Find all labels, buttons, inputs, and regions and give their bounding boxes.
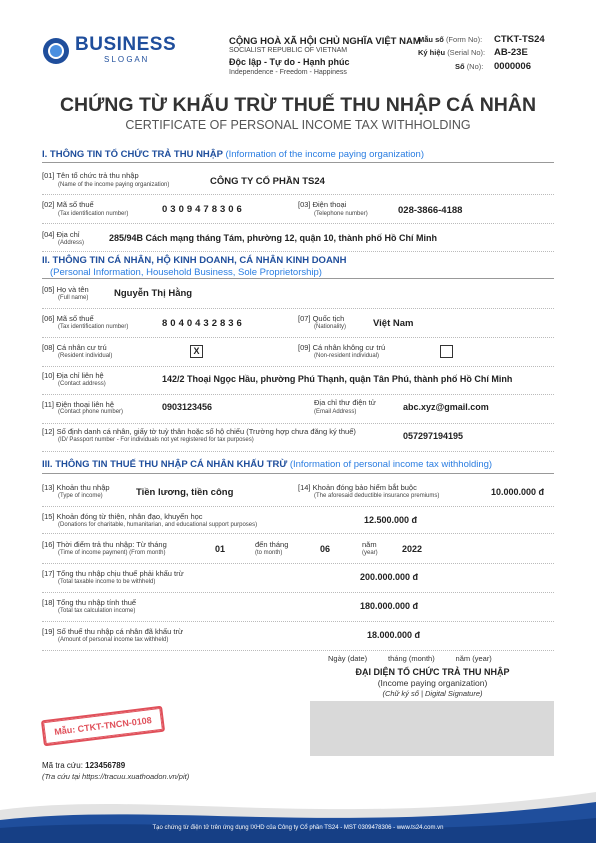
number-value: 0000006 xyxy=(494,61,531,72)
lookup-code: 123456789 xyxy=(85,761,126,770)
field-10-row xyxy=(42,368,554,395)
field-16-label: [16] Thời điểm trả thu nhập: Từ tháng xyxy=(42,540,167,549)
field-02-label: [02] Mã số thuế xyxy=(42,200,94,209)
section-3-title-vn: III. THÔNG TIN THUẾ THU NHẬP CÁ NHÂN KHẤU TRỪ xyxy=(42,459,288,470)
signature-rep-vn: ĐẠI DIỆN TỔ CHỨC TRẢ THU NHẬP xyxy=(355,667,510,677)
lookup-url-note: (Tra cứu tại https://tracuu.xuathoadon.vn/pit) xyxy=(42,772,190,781)
signature-rep-en: (Income paying organization) xyxy=(377,678,488,688)
field-17-label: [17] Tổng thu nhập chịu thuế phải khấu trừ xyxy=(42,569,184,578)
form-no-label-en: (Form No): xyxy=(445,35,483,44)
field-18-label: [18] Tổng thu nhập tính thuế xyxy=(42,598,137,607)
resident-checkbox[interactable]: X xyxy=(190,345,203,358)
to-month-sub: (to month) xyxy=(255,550,283,556)
field-12-label: [12] Số định danh cá nhân, giấy tờ tuỳ thân hoặc số hộ chiếu (Trường hợp chưa đăng ký thuế) xyxy=(42,427,356,436)
republic-vn: CỘNG HOÀ XÃ HỘI CHỦ NGHĨA VIỆT NAM xyxy=(229,36,421,47)
sample-stamp-text: Mẫu: CTKT-TNCN-0108 xyxy=(53,715,153,737)
section-3-title xyxy=(42,459,492,470)
field-05-sub: (Full name) xyxy=(58,295,89,301)
field-19-sub: (Amount of personal income tax withheld) xyxy=(58,637,169,643)
field-04-row xyxy=(42,227,554,252)
section-1-title-en: (Information of the income paying organization) xyxy=(225,149,425,160)
logo-title: BUSINESS xyxy=(75,34,177,55)
field-08-row xyxy=(42,340,554,367)
field-16-year-value: 2022 xyxy=(402,544,423,554)
field-12-value: 057297194195 xyxy=(403,431,464,441)
email-label: Địa chỉ thư điện tử xyxy=(314,398,376,407)
field-14-value: 10.000.000 đ xyxy=(490,487,544,497)
field-13-label: [13] Khoản thu nhập xyxy=(42,483,110,492)
form-no-value: CTKT-TS24 xyxy=(494,34,545,45)
field-07-value: Việt Nam xyxy=(373,318,414,329)
field-13-value: Tiền lương, tiền công xyxy=(136,487,234,498)
year-label: năm xyxy=(362,540,377,549)
section-1-title-vn: I. THÔNG TIN TỔ CHỨC TRẢ THU NHẬP xyxy=(42,149,223,160)
signature-date-line: Ngày (date) tháng (month) năm (year) xyxy=(328,654,492,663)
serial-label: Ký hiệu xyxy=(418,48,446,57)
field-02-sub: (Tax identification number) xyxy=(58,211,129,217)
motto-vn: Độc lập - Tự do - Hạnh phúc xyxy=(229,57,350,67)
field-19-label: [19] Số thuế thu nhập cá nhân đã khấu trừ xyxy=(42,627,183,636)
section-2-divider xyxy=(42,278,554,279)
field-12-row xyxy=(42,425,554,452)
form-no-label: Mẫu số xyxy=(418,35,444,44)
field-03-label: [03] Điện thoại xyxy=(298,200,347,209)
field-09-sub: (Non-resident individual) xyxy=(314,353,380,359)
to-month-label: đến tháng xyxy=(255,540,289,549)
field-02-value: 0309478306 xyxy=(162,204,245,215)
lookup-label: Mã tra cứu: xyxy=(42,761,83,770)
signature-note: (Chữ ký số | Digital Signature) xyxy=(382,689,483,698)
field-15-sub: (Donations for charitable, humanitarian, and educational support purposes) xyxy=(58,522,258,528)
republic-en: SOCIALIST REPUBLIC OF VIETNAM xyxy=(229,47,348,54)
field-19-value: 18.000.000 đ xyxy=(367,630,421,640)
section-3-title-en: (Information of personal income tax withholding) xyxy=(289,459,493,470)
field-11-row xyxy=(42,397,554,424)
field-05-label: [05] Họ và tên xyxy=(42,285,89,294)
number-label: Số xyxy=(455,62,465,71)
email-value: abc.xyz@gmail.com xyxy=(403,402,489,412)
field-10-sub: (Contact address) xyxy=(58,381,106,387)
field-16-sub: (Time of income payment) (From month) xyxy=(58,550,166,556)
document-title: CHỨNG TỪ KHẤU TRỪ THUẾ THU NHẬP CÁ NHÂN xyxy=(59,94,537,116)
field-04-value: 285/94B Cách mạng tháng Tám, phường 12, quận 10, thành phố Hồ Chí Minh xyxy=(109,233,437,243)
field-14-sub: (The aforesaid deductible insurance premiums) xyxy=(314,493,440,499)
field-07-sub: (Nationality) xyxy=(314,324,347,330)
footer-wave xyxy=(0,770,596,843)
field-03-sub: (Telephone number) xyxy=(314,211,368,217)
field-01-label: [01] Tên tổ chức trả thu nhập xyxy=(42,171,139,180)
field-11-sub: (Contact phone number) xyxy=(58,409,124,415)
field-06-label: [06] Mã số thuế xyxy=(42,314,94,323)
field-08-label: [08] Cá nhân cư trú xyxy=(42,343,107,352)
field-18-value: 180.000.000 đ xyxy=(360,601,419,611)
section-1-divider xyxy=(42,162,554,163)
sample-stamp xyxy=(41,706,165,747)
field-11-label: [11] Điện thoại liên hệ xyxy=(42,400,114,409)
field-01-sub: (Name of the income paying organization) xyxy=(58,182,170,188)
field-13-row xyxy=(42,478,554,507)
field-15-value: 12.500.000 đ xyxy=(364,515,418,525)
email-sub: (Email Address) xyxy=(314,409,357,415)
digital-signature-box[interactable] xyxy=(310,701,554,756)
field-01-value: CÔNG TY CỔ PHẦN TS24 xyxy=(210,176,325,187)
field-09-label: [09] Cá nhân không cư trú xyxy=(298,343,386,352)
field-16-row xyxy=(42,537,554,564)
field-07-label: [07] Quốc tịch xyxy=(298,314,345,323)
section-3-divider xyxy=(42,473,554,474)
field-17-sub: (Total taxable income to be withheld) xyxy=(58,579,156,585)
document-subtitle: CERTIFICATE OF PERSONAL INCOME TAX WITHHOLDING xyxy=(125,118,471,132)
field-16-from-value: 01 xyxy=(215,544,226,554)
non-resident-checkbox[interactable] xyxy=(440,345,453,358)
field-17-value: 200.000.000 đ xyxy=(360,572,419,582)
field-15-row xyxy=(42,509,554,534)
field-03-value: 028-3866-4188 xyxy=(398,205,463,216)
section-2-title-en: (Personal Information, Household Business, Sole Proprietorship) xyxy=(50,267,322,278)
field-11-value: 0903123456 xyxy=(162,402,213,412)
field-05-row xyxy=(42,282,554,309)
field-18-sub: (Total tax calculation income) xyxy=(58,608,136,614)
field-06-value: 8040432836 xyxy=(162,318,245,329)
section-2-title xyxy=(42,255,347,278)
field-14-label: [14] Khoản đóng bảo hiểm bắt buộc xyxy=(298,483,417,492)
year-sub: (year) xyxy=(362,550,378,556)
number-label-en: (No): xyxy=(466,62,484,71)
field-06-row xyxy=(42,311,554,338)
footer-text: Tạo chứng từ điện tử trên ứng dụng IXHD của Công ty Cổ phần TS24 - MST 0309478306 - www.ts24.com.vn xyxy=(152,825,444,831)
field-13-sub: (Type of income) xyxy=(58,493,103,499)
field-12-sub: (ID/ Passport number - For individuals not yet registered for tax purposes) xyxy=(58,437,254,443)
field-08-sub: (Resident individual) xyxy=(58,353,113,359)
field-16-to-value: 06 xyxy=(320,544,331,554)
field-15-label: [15] Khoản đóng từ thiện, nhân đạo, khuyến học xyxy=(42,512,203,521)
serial-row xyxy=(418,48,558,57)
field-19-row xyxy=(42,624,554,651)
field-05-value: Nguyễn Thị Hằng xyxy=(114,288,193,299)
field-04-sub: (Address) xyxy=(58,240,85,246)
logo-slogan: S L O G A N xyxy=(104,55,148,64)
field-06-sub: (Tax identification number) xyxy=(58,324,129,330)
motto-en: Independence - Freedom - Happiness xyxy=(229,69,347,76)
field-10-label: [10] Địa chỉ liên hệ xyxy=(42,371,104,380)
serial-value: AB-23E xyxy=(494,47,528,58)
field-04-label: [04] Địa chỉ xyxy=(42,230,80,239)
field-02-row xyxy=(42,197,554,224)
field-18-row xyxy=(42,595,554,622)
lookup-row xyxy=(42,761,125,770)
field-17-row xyxy=(42,566,554,593)
section-1-title xyxy=(42,149,424,160)
field-01-row xyxy=(42,168,554,195)
logo-globe-icon xyxy=(42,37,70,65)
logo xyxy=(42,34,187,70)
serial-label-en: (Serial No): xyxy=(447,48,486,57)
section-2-title-vn: II. THÔNG TIN CÁ NHÂN, HỘ KINH DOANH, CÁ NHÂN KINH DOANH xyxy=(42,255,347,266)
field-10-value: 142/2 Thoại Ngọc Hầu, phường Phú Thạnh, quận Tân Phú, thành phố Hồ Chí Minh xyxy=(162,374,513,384)
